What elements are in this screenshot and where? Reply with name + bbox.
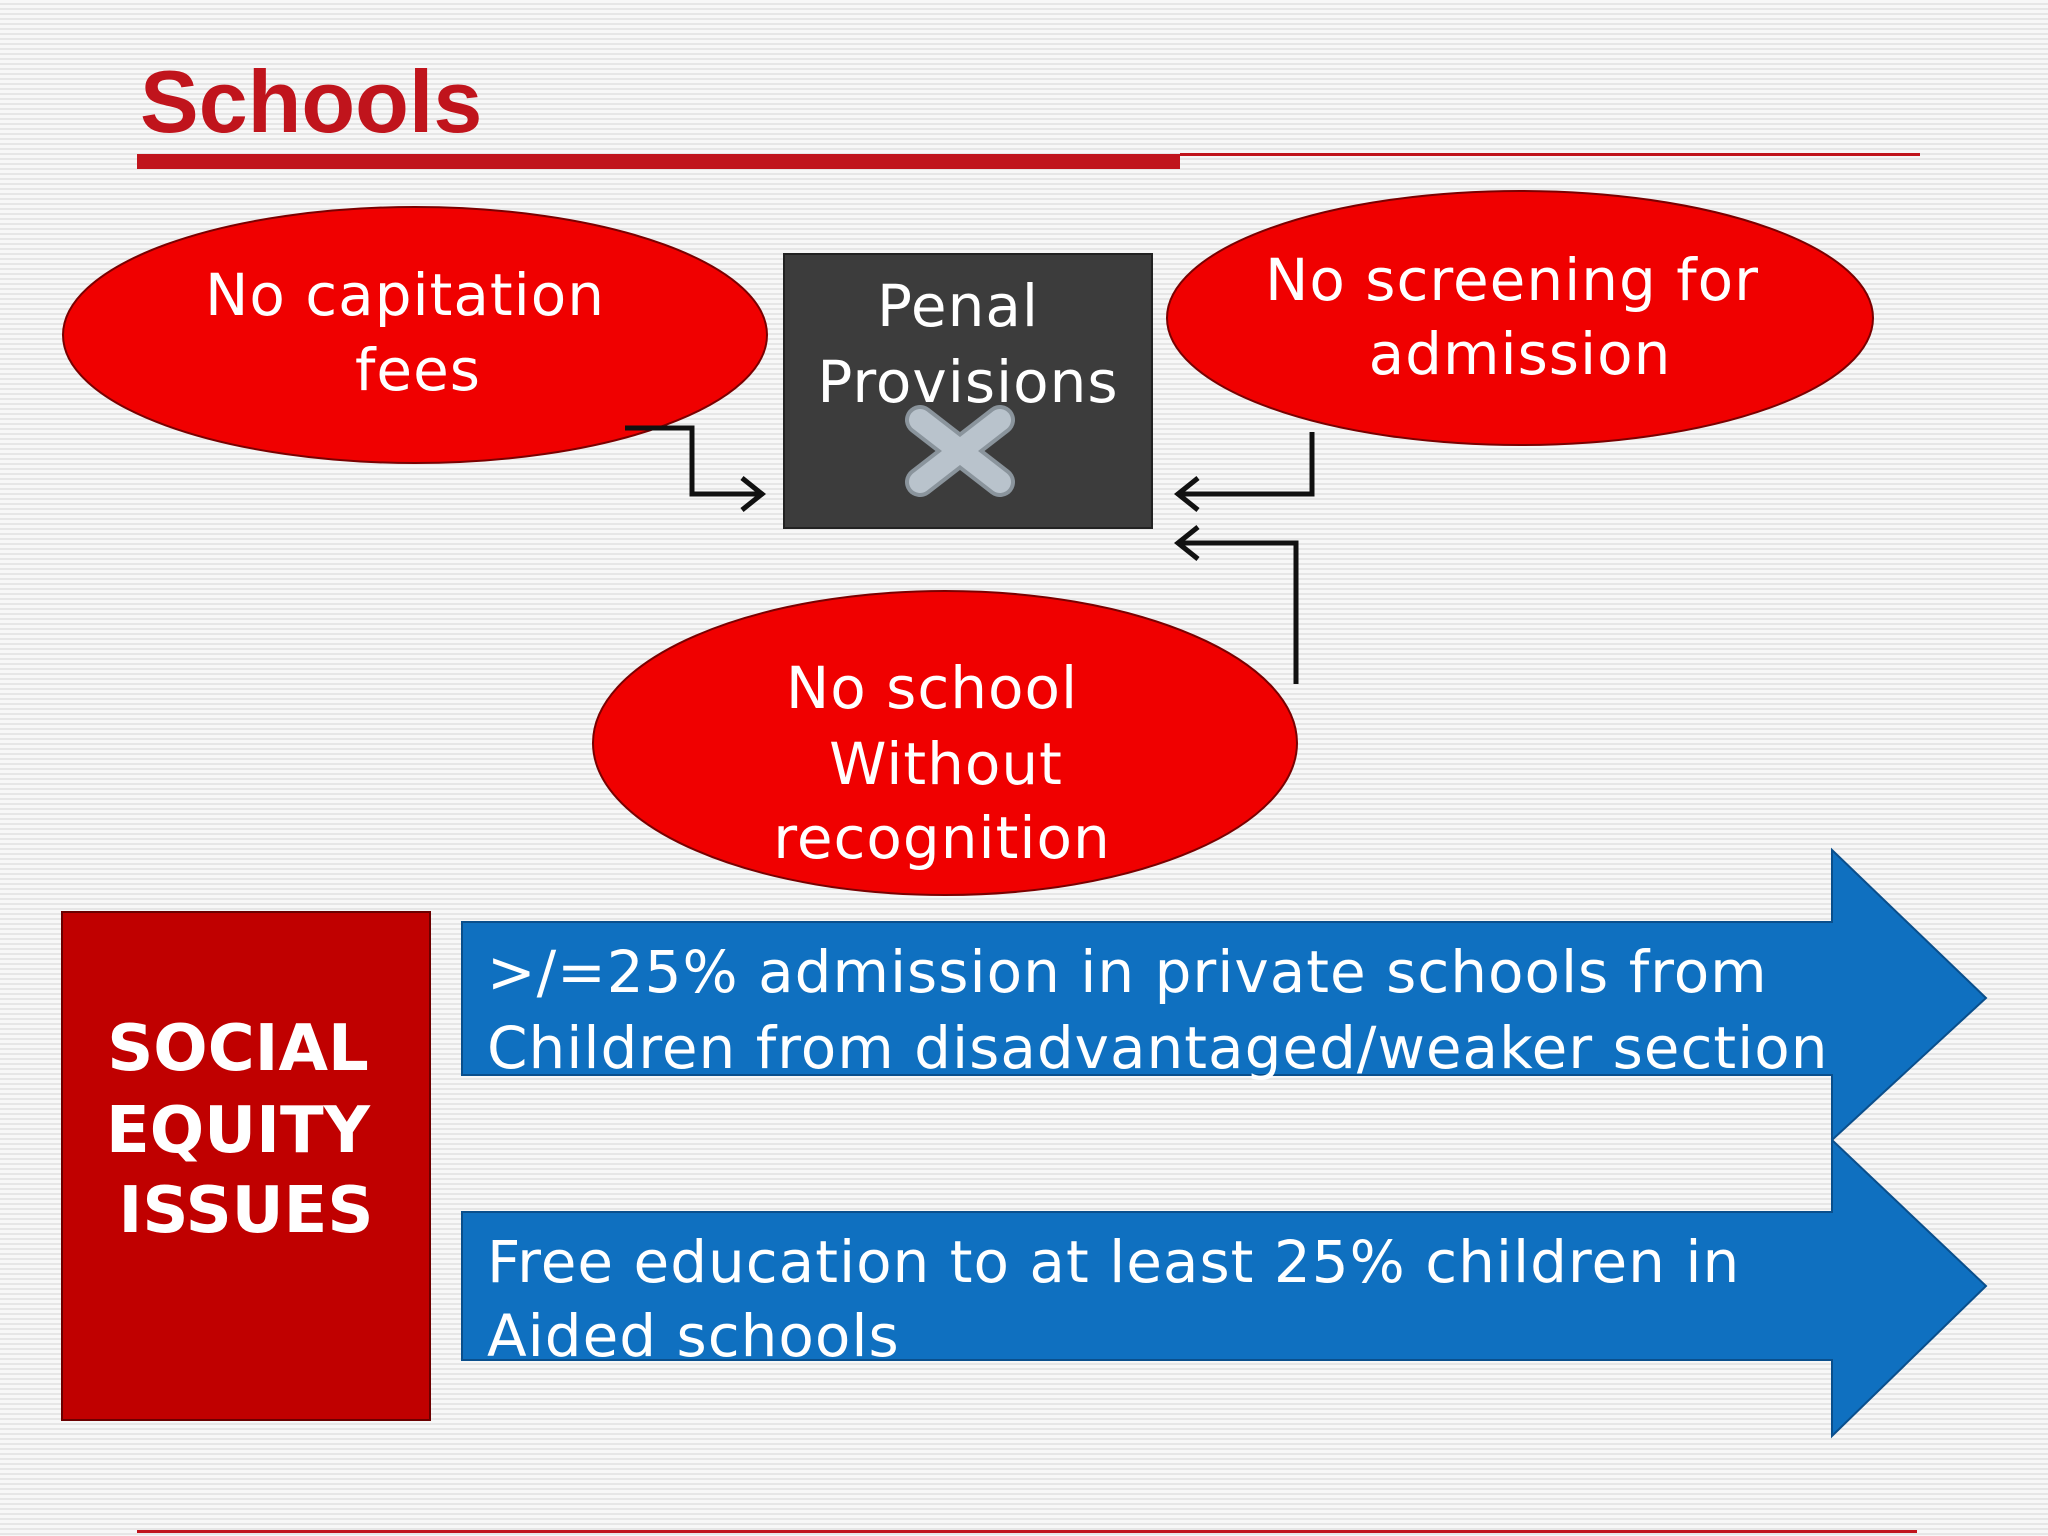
- arrow-aided-schools: [462, 1140, 1986, 1436]
- connector-capitation-to-penal: [625, 428, 760, 494]
- oval-recognition-line-2: Without: [829, 730, 1063, 798]
- penal-line-2: Provisions: [817, 348, 1119, 416]
- oval-recognition-line-3: recognition: [773, 804, 1111, 872]
- oval-capitation-line-2: fees: [354, 336, 482, 404]
- oval-capitation-line-1: No capitation: [204, 261, 606, 329]
- oval-screening-line-2: admission: [1368, 320, 1672, 388]
- side-line-2: EQUITY: [106, 1094, 370, 1168]
- arrow-private-line-2: Children from disadvantaged/weaker section: [487, 1014, 1829, 1082]
- oval-no-school-without-recognition: [593, 591, 1297, 895]
- oval-recognition-line-1: No school: [785, 654, 1079, 722]
- title-underline-thin: [1180, 153, 1920, 156]
- arrow-aided-line-2: Aided schools: [487, 1302, 900, 1370]
- slide-title: Schools: [140, 52, 483, 151]
- social-equity-issues-box: [62, 912, 430, 1420]
- title-underline-thick: [137, 154, 1180, 169]
- oval-screening-line-1: No screening for: [1265, 246, 1759, 314]
- penal-provisions-box: [784, 254, 1152, 528]
- oval-no-screening: [1167, 191, 1873, 445]
- oval-no-capitation-fees: [63, 207, 767, 463]
- side-line-3: ISSUES: [118, 1174, 374, 1248]
- side-line-1: SOCIAL: [107, 1012, 369, 1086]
- arrow-private-schools: [462, 850, 1986, 1140]
- connector-screening-to-penal: [1178, 432, 1312, 494]
- arrow-private-line-1: >/=25% admission in private schools from: [487, 938, 1768, 1006]
- penal-line-1: Penal: [876, 272, 1040, 340]
- arrow-aided-line-1: Free education to at least 25% children in: [487, 1228, 1741, 1296]
- bottom-rule: [137, 1530, 1917, 1533]
